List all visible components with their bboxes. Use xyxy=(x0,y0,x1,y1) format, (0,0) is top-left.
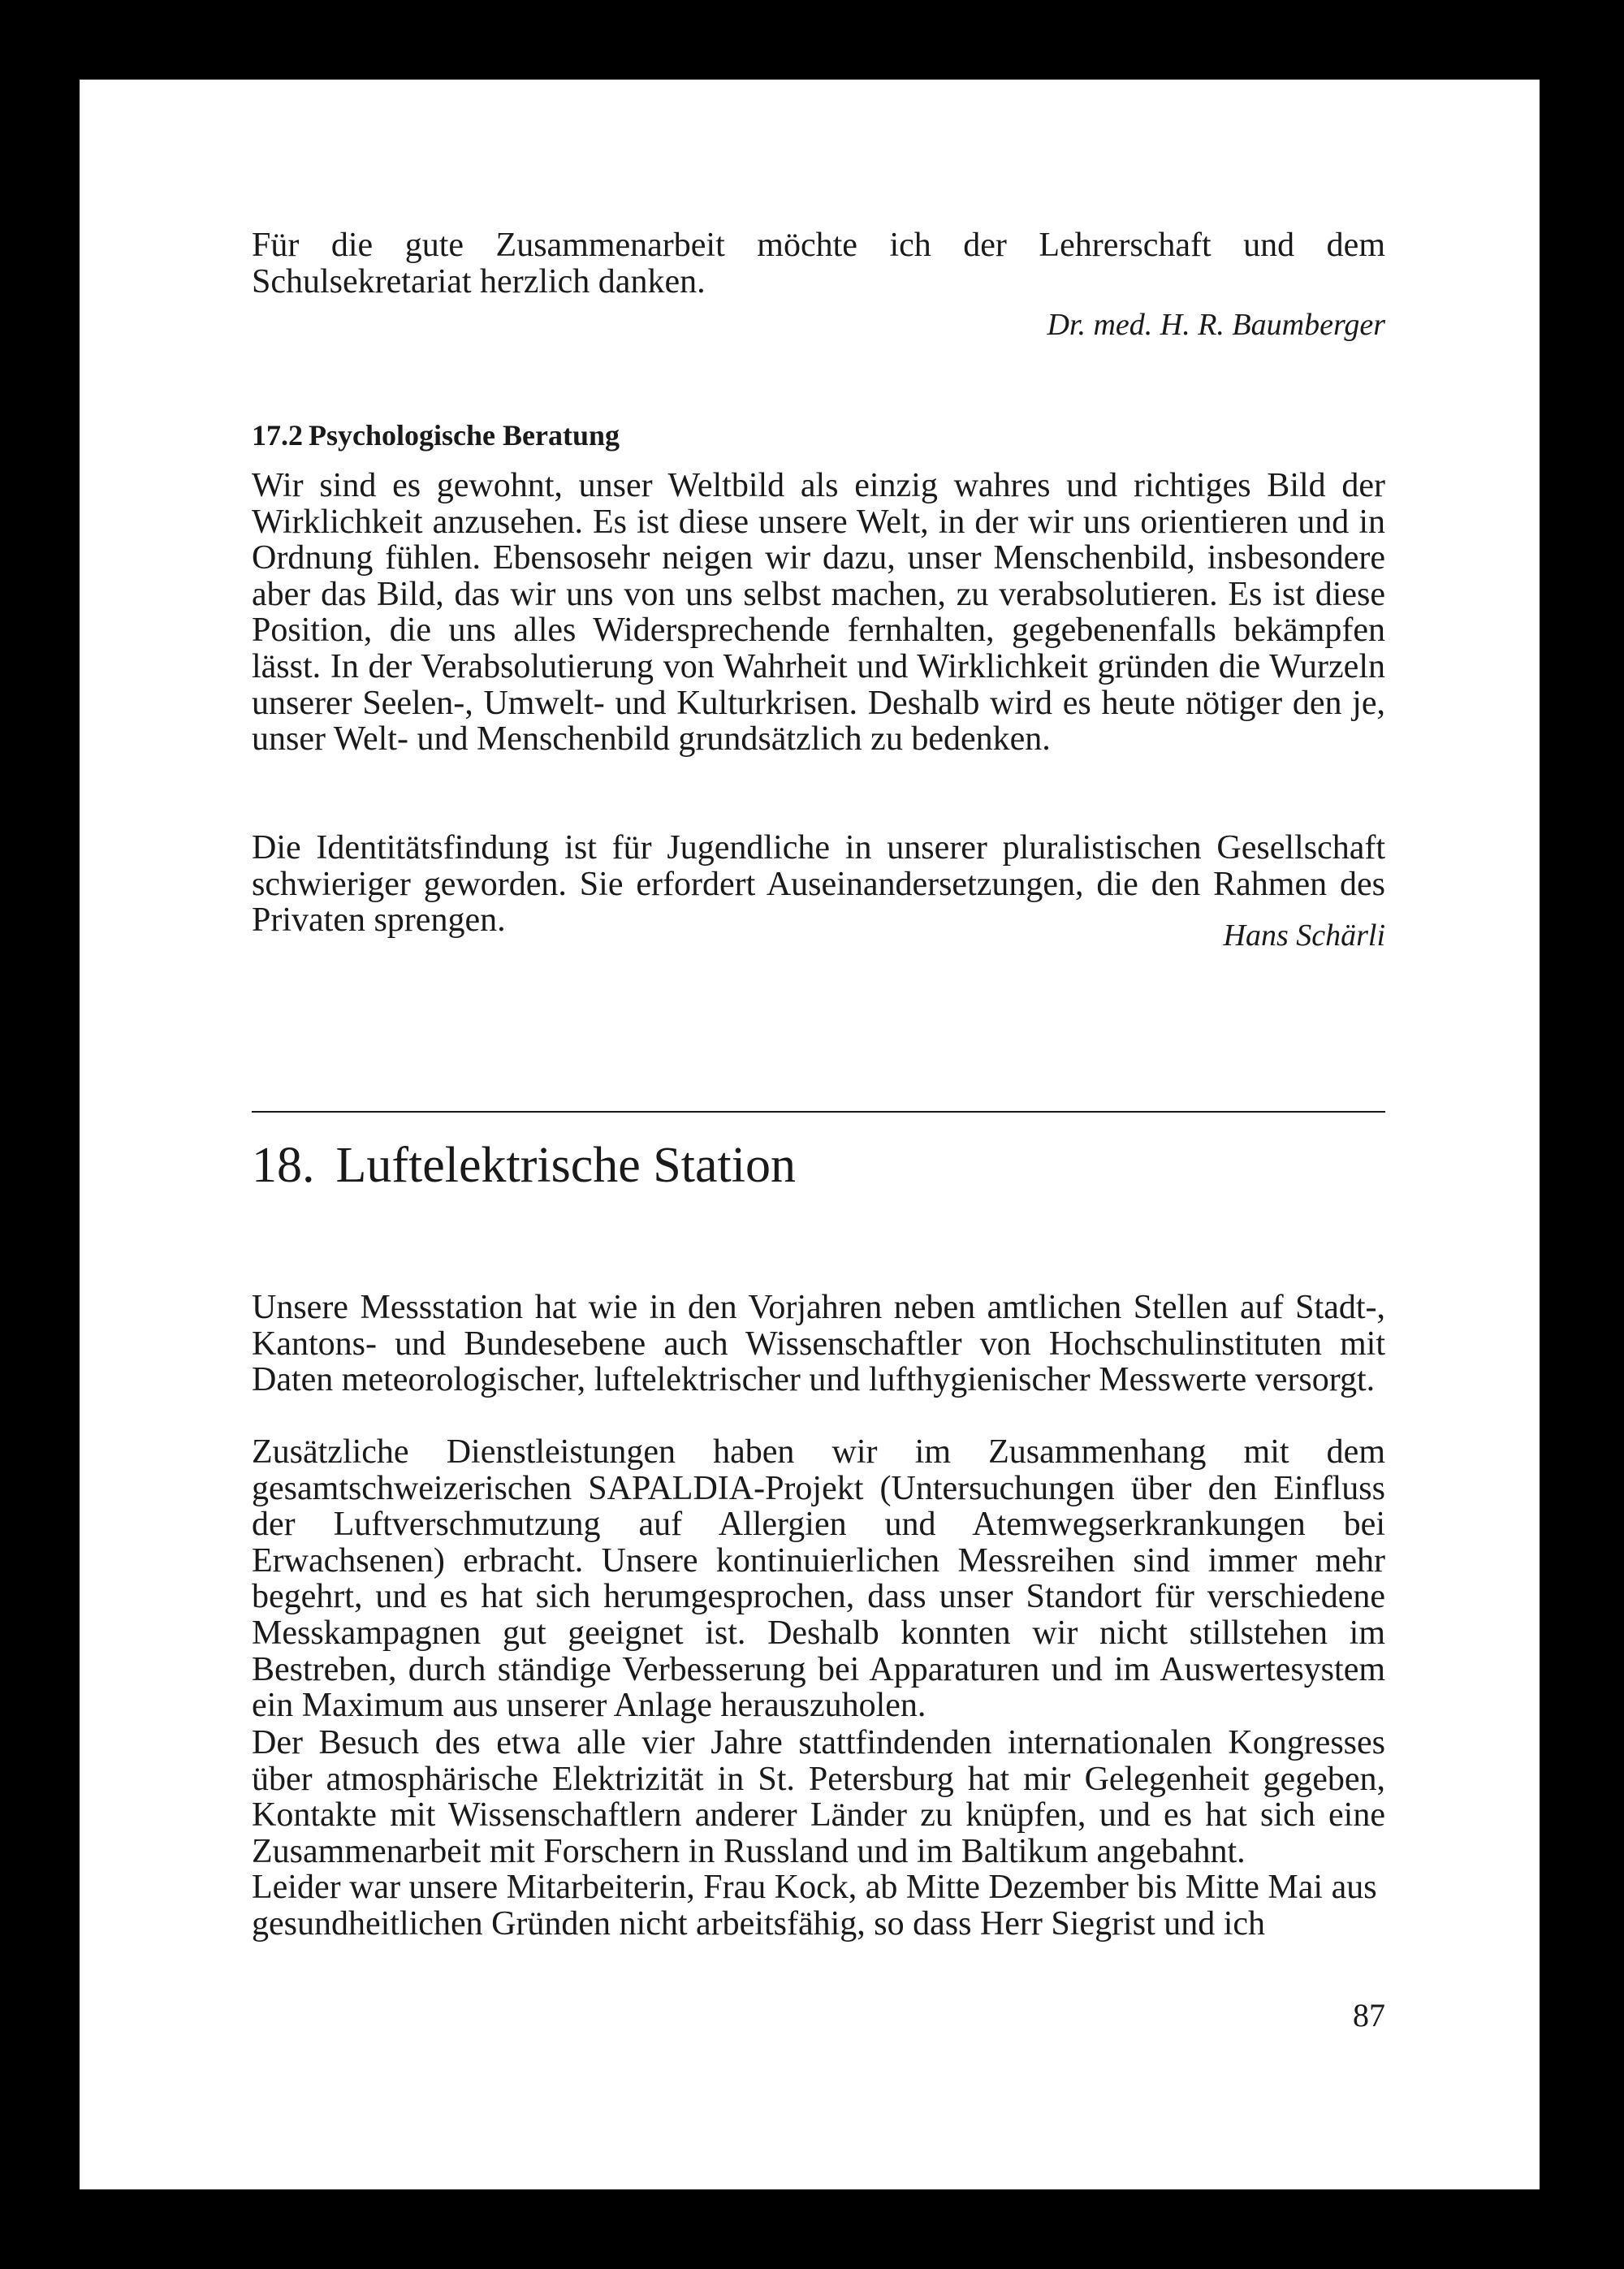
section-paragraph-2: Die Identitätsfindung ist für Jugendliche in unserer pluralistischen Gesellschaft schwieriger geworden. Sie erfordert Auseinandersetzungen, die den Rahmen des Privaten sprengen. xyxy=(252,829,1385,940)
chapter-number: 18. xyxy=(252,1138,315,1193)
chapter-divider xyxy=(252,1111,1385,1113)
chapter-heading xyxy=(252,1137,1385,1194)
section-number: 17.2 xyxy=(252,419,303,452)
chapter-paragraph-1: Unsere Messstation hat wie in den Vorjahren neben amtlichen Stellen auf Stadt-, Kantons- und Bundesebene auch Wissenschaftler von Hochschulinstituten mit Daten meteorologischer, luftelektrischer und lufthygienischer Messwerte versorgt. xyxy=(252,1289,1385,1399)
chapter-paragraph-4: Leider war unsere Mitarbeiterin, Frau Kock, ab Mitte Dezember bis Mitte Mai aus gesundheitlichen Gründen nicht arbeitsfähig, so dass Herr Siegrist und ich xyxy=(252,1869,1377,1943)
intro-signature: Dr. med. H. R. Baumberger xyxy=(1047,308,1385,342)
section-paragraph-1: Wir sind es gewohnt, unser Weltbild als einzig wahres und richtiges Bild der Wirklichkeit anzusehen. Es ist diese unsere Welt, in der wir uns orientieren und in Ordnung fühlen. Ebensosehr neigen wir dazu, unser Menschenbild, insbesondere aber das Bild, das wir uns von uns selbst machen, zu verabsolutieren. Es ist diese Position, die uns alles Widersprechende fernhalten, gegebenenfalls bekämpfen lässt. In der Verabsolutierung von Wahrheit und Wirklichkeit gründen die Wurzeln unserer Seelen-, Umwelt- und Kulturkrisen. Deshalb wird es heute nötiger den je, unser Welt- und Menschenbild grundsätzlich zu bedenken. xyxy=(252,467,1385,758)
document-page xyxy=(80,80,1540,2189)
chapter-paragraph-2: Zusätzliche Dienstleistungen haben wir im Zusammenhang mit dem gesamtschweizerischen SAPALDIA-Projekt (Untersuchungen über den Einfluss der Luftverschmutzung auf Allergien und Atemwegserkrankungen bei Erwachsenen) erbracht. Unsere kontinuierlichen Messreihen sind immer mehr begehrt, und es hat sich herumgesprochen, dass unser Standort für verschiedene Messkampagnen gut geeignet ist. Deshalb konnten wir nicht stillstehen im Bestreben, durch ständige Verbesserung bei Apparaturen und im Auswertesystem ein Maximum aus unserer Anlage herauszuholen. xyxy=(252,1433,1385,1725)
chapter-title: Luftelektrische Station xyxy=(335,1138,796,1193)
section-signature: Hans Schärli xyxy=(1223,918,1385,953)
chapter-paragraph-3: Der Besuch des etwa alle vier Jahre stattfindenden internationalen Kongresses über atmosphärische Elektrizität in St. Petersburg hat mir Gelegenheit gegeben, Kontakte mit Wissenschaftlern anderer Länder zu knüpfen, und es hat sich eine Zusammenarbeit mit Forschern in Russland und im Baltikum angebahnt. xyxy=(252,1724,1385,1870)
page-number: 87 xyxy=(1353,1997,1385,2033)
section-title: Psychologische Beratung xyxy=(309,419,620,452)
section-heading xyxy=(252,417,1385,453)
intro-paragraph: Für die gute Zusammenarbeit möchte ich der Lehrerschaft und dem Schulsekretariat herzlich danken. xyxy=(252,227,1385,300)
